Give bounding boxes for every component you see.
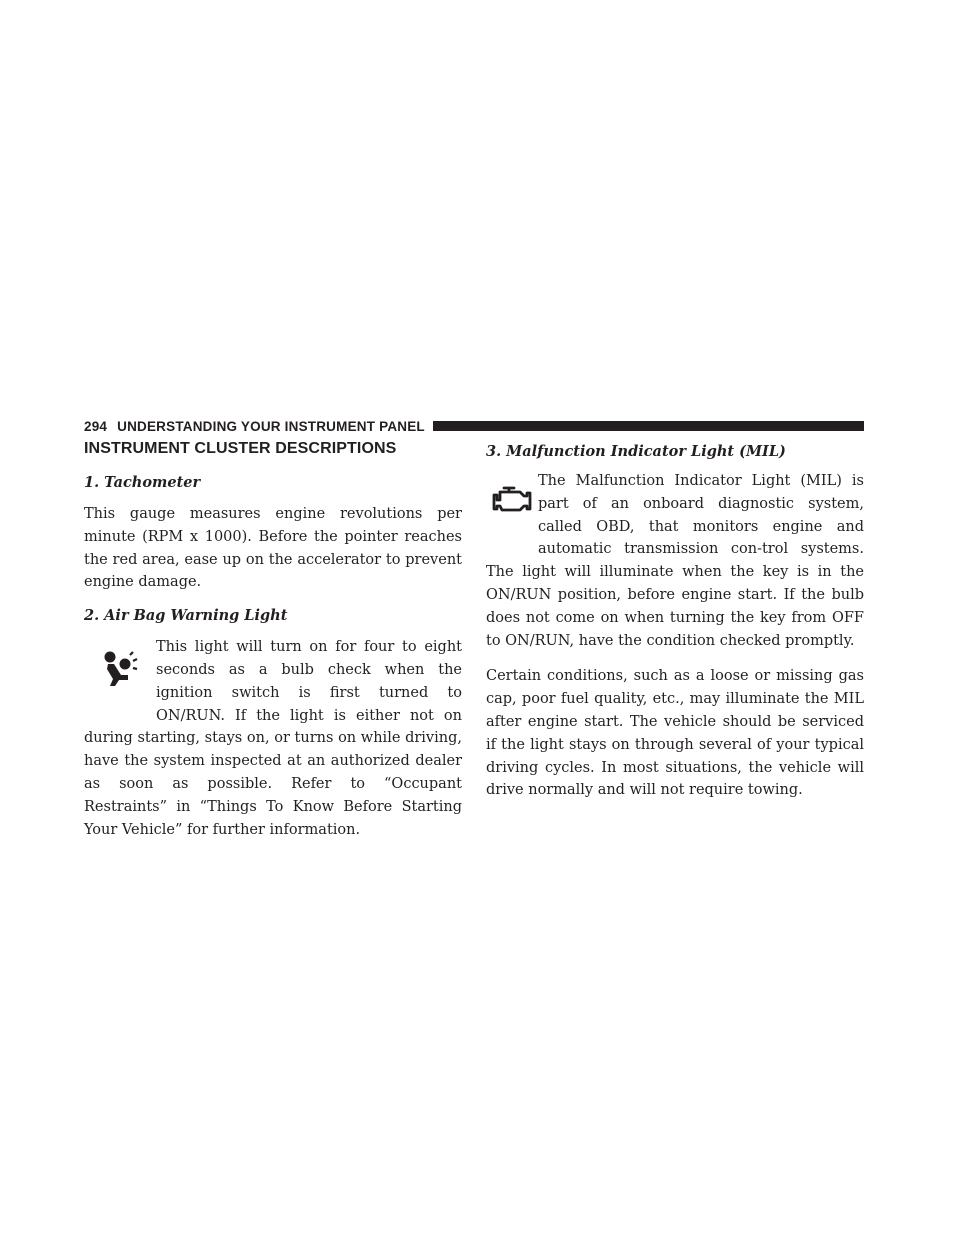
section-title: INSTRUMENT CLUSTER DESCRIPTIONS	[84, 440, 397, 457]
running-title: UNDERSTANDING YOUR INSTRUMENT PANEL	[117, 418, 425, 434]
header-rule	[433, 421, 864, 431]
check-engine-icon	[491, 484, 533, 514]
tachometer-paragraph: This gauge measures engine revolutions per minute (RPM x 1000). Before the pointer reaches the red area, ease up on the accelerator to prevent engine damage.	[84, 506, 462, 591]
left-column	[84, 440, 462, 854]
tachometer-title: 1. Tachometer	[84, 474, 201, 491]
mil-icon-container	[486, 470, 538, 546]
mil-paragraph-1: The Malfunction Indicator Light (MIL) is part of an onboard diagnostic system, called OBD, that monitors engine and automatic transmission con-trol systems. The light will illuminate when the key is in the ON/RUN position, before engine start. If the bulb does not come on when turning the key from OFF to ON/RUN, have the condition checked promptly.	[486, 473, 864, 649]
airbag-icon-container	[84, 636, 156, 722]
mil-title: 3. Malfunction Indicator Light (MIL)	[486, 443, 786, 460]
page-number: 294	[84, 418, 108, 434]
mil-paragraph-2: Certain conditions, such as a loose or missing gas cap, poor fuel quality, etc., may illuminate the MIL after engine start. The vehicle should be serviced if the light stays on through several of your typical driving cycles. In most situations, the vehicle will drive normally and will not require towing.	[486, 668, 864, 799]
airbag-warning-icon	[100, 650, 140, 690]
right-column	[486, 440, 864, 815]
page-header	[84, 417, 864, 435]
airbag-light-paragraph: This light will turn on for four to eight seconds as a bulb check when the ignition switch is first turned to ON/RUN. If the light is either not on during starting, stays on, or turns on while driving, have the system inspected at an authorized dealer as soon as possible. Refer to “Occupant Restraints” in “Things To Know Before Starting Your Vehicle” for further information.	[84, 639, 462, 838]
airbag-light-title: 2. Air Bag Warning Light	[84, 607, 288, 625]
